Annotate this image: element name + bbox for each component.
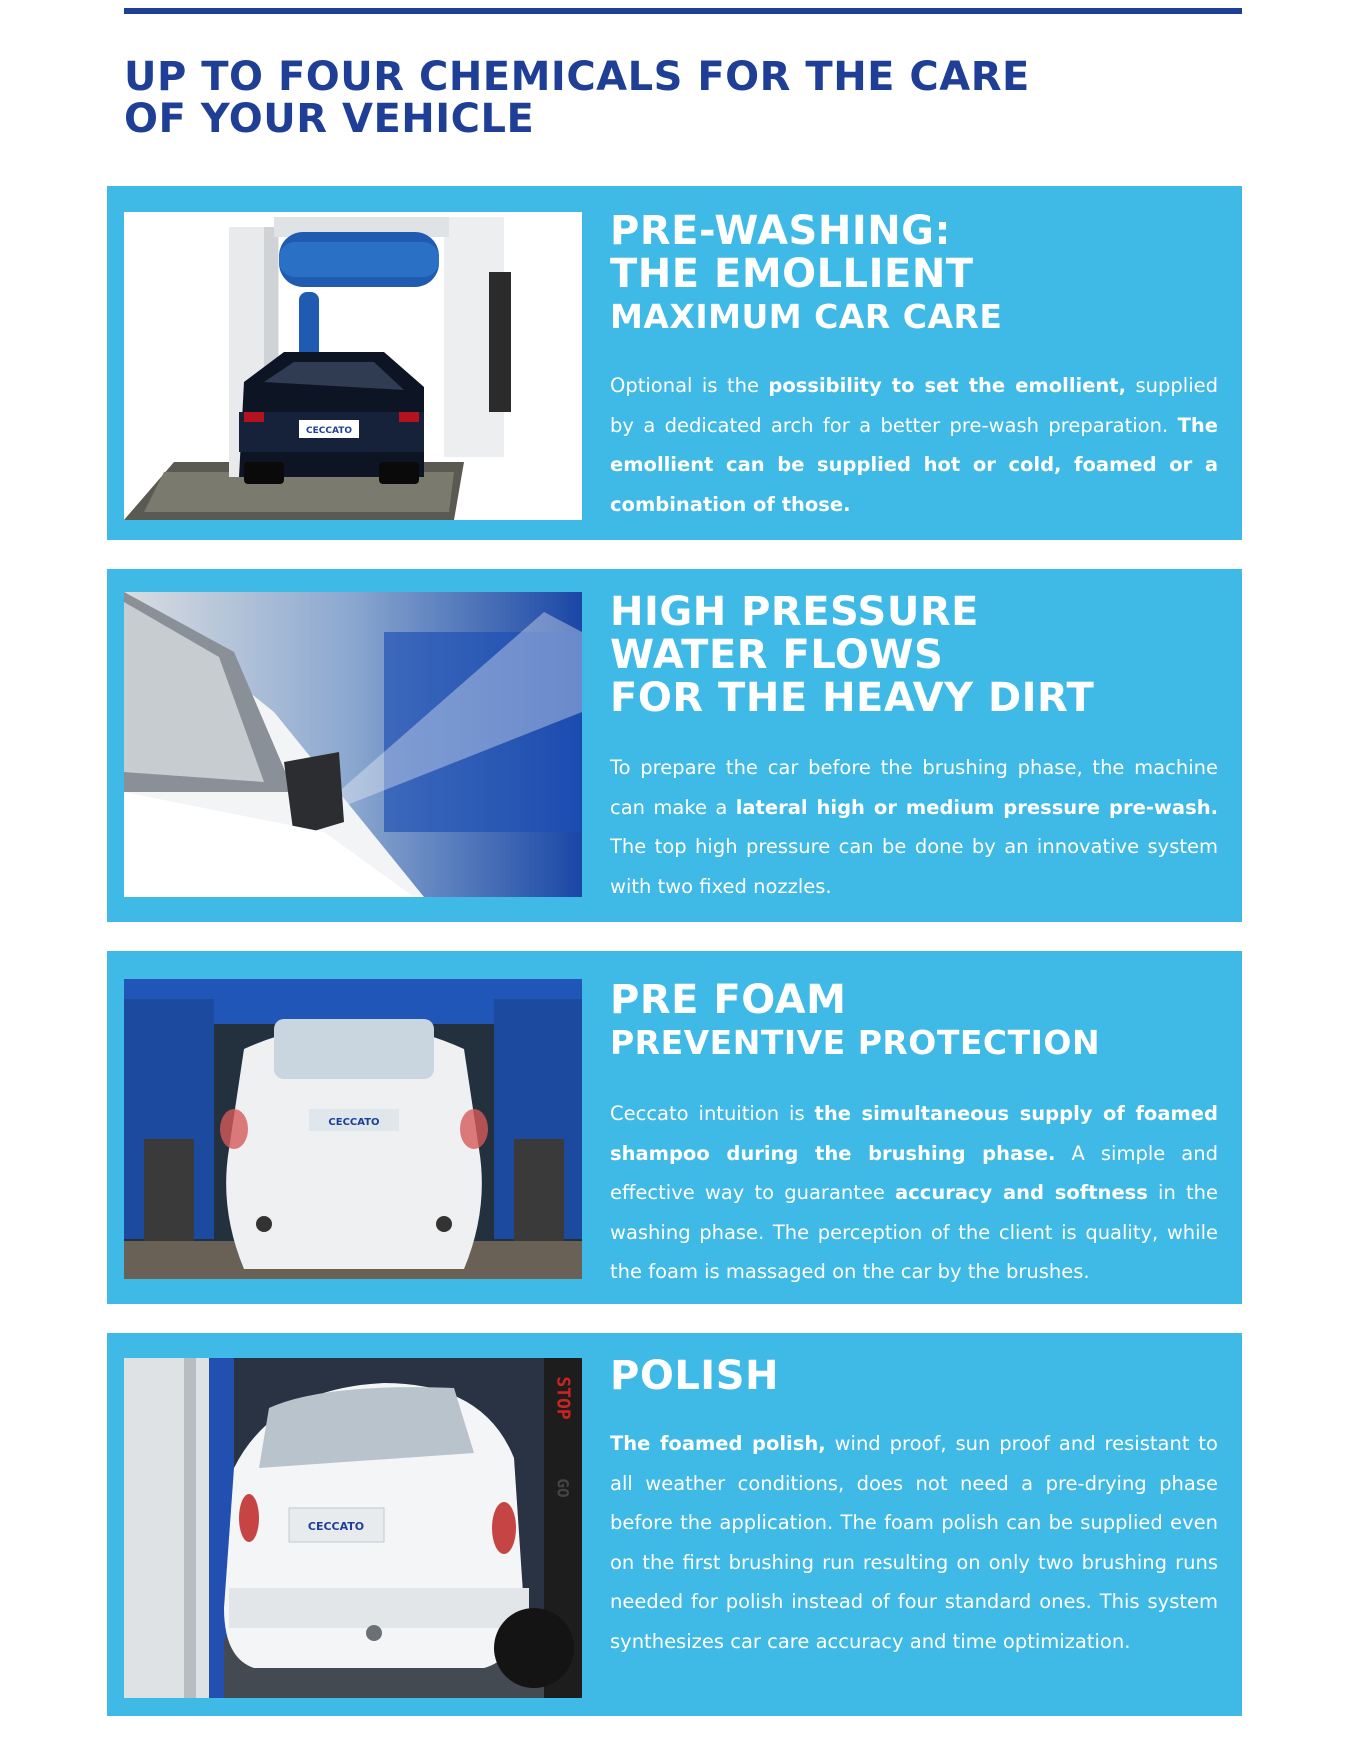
page-title-line1: UP TO FOUR CHEMICALS FOR THE CARE [124,54,1030,100]
body-run: The top high pressure can be done by an innovative system with two fixed nozzles. [610,835,1218,898]
page-title-line2: OF YOUR VEHICLE [124,96,535,142]
section-high-pressure-content [610,591,1218,906]
plate-badge-1: CECCATO [305,426,353,436]
top-rule [124,8,1242,14]
heading-line: PRE FOAM [610,977,847,1023]
plate-badge-4: CECCATO [307,1520,365,1533]
subheading-line: PREVENTIVE PROTECTION [610,1023,1101,1062]
body-run-bold: The emollient can be supplied hot or cold, foamed or a combination of those. [610,413,1218,516]
heading-line: WATER FLOWS [610,632,944,678]
section-pre-foam-content [610,979,1218,1292]
section-body [610,366,1218,524]
body-run: wind proof, sun proof and resistant to all weather conditions, does not need a pre-drying phase before the application. The foam polish can be supplied even on the first brushing run resulting on only two brushing runs needed for polish instead of four standard ones. This system synthesizes car care accuracy and time optimization. [610,1432,1218,1653]
section-body [610,1424,1218,1661]
section-pre-washing-content [610,210,1218,524]
section-body [610,1094,1218,1292]
subheading-line: MAXIMUM CAR CARE [610,297,1003,336]
section-high-pressure [107,569,1242,922]
body-run: Ceccato intuition is [610,1102,815,1125]
plate-badge-3: CECCATO [328,1117,380,1128]
section-heading [610,210,1218,338]
body-run: A simple and effective way to guarantee [610,1141,1218,1204]
section-body [610,748,1218,906]
heading-line: HIGH PRESSURE [610,589,979,635]
body-run: supplied by a dedicated arch for a better pre-wash preparation. [610,374,1218,437]
heading-line: POLISH [610,1353,779,1399]
body-run: Optional is the [610,374,769,397]
body-run-bold: The foamed polish, [610,1432,826,1455]
section-polish-content [610,1355,1218,1661]
stop-sign-text: STOP [552,1376,574,1420]
body-run: in the washing phase. The perception of the client is quality, while the foam is massaged on the car by the brushes. [610,1181,1218,1283]
heading-line: THE EMOLLIENT [610,251,974,297]
section-heading [610,591,1218,720]
high-pressure-photo [124,592,582,897]
section-pre-washing [107,186,1242,540]
section-polish [107,1333,1242,1716]
section-heading [610,979,1218,1064]
heading-line: FOR THE HEAVY DIRT [610,675,1095,721]
go-sign-text: GO [553,1478,573,1498]
page-title [124,56,1224,140]
car-wash-arch-photo [124,212,582,520]
body-run-bold: the simultaneous supply of foamed shampoo during the brushing phase. [610,1102,1218,1165]
heading-line: PRE-WASHING: [610,208,951,254]
body-run-bold: accuracy and softness [895,1181,1148,1204]
polish-photo [124,1358,582,1698]
body-run-bold: possibility to set the emollient, [768,374,1127,397]
section-pre-foam [107,951,1242,1304]
body-run: To prepare the car before the brushing phase, the machine can make a [610,756,1218,819]
body-run-bold: lateral high or medium pressure pre-wash. [735,795,1218,819]
section-heading [610,1355,1218,1398]
pre-foam-photo [124,979,582,1279]
